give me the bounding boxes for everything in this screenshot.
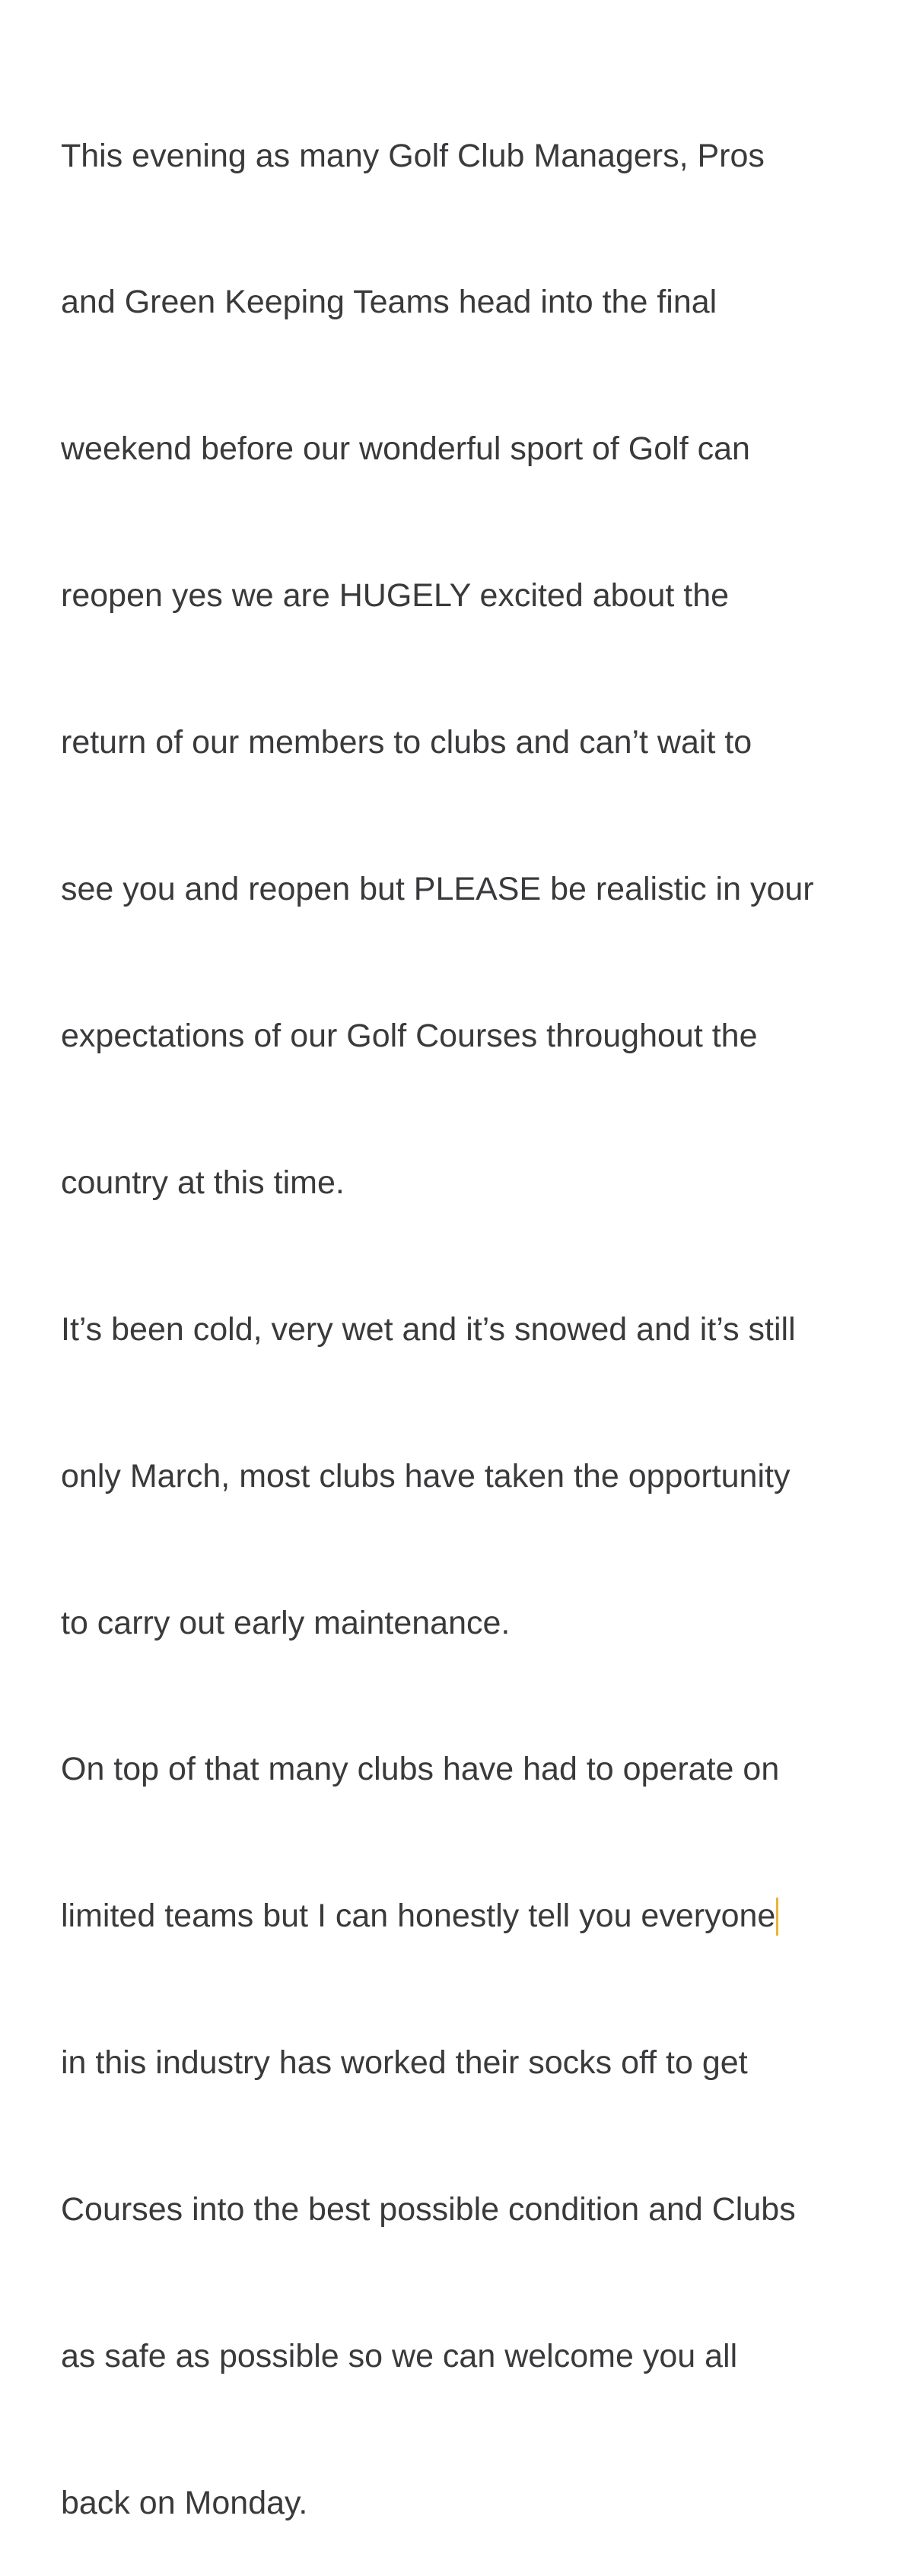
note-line: only March, most clubs have taken the opportunity xyxy=(61,1457,791,1494)
note-line: as safe as possible so we can welcome you all xyxy=(61,2337,738,2374)
note-line: to carry out early maintenance. xyxy=(61,1604,511,1641)
note-line: back on Monday. xyxy=(61,2484,308,2521)
note-line: Courses into the best possible condition and Clubs xyxy=(61,2191,796,2228)
note-line: expectations of our Golf Courses throughout the xyxy=(61,1017,758,1054)
note-text-editor[interactable] xyxy=(61,33,883,2576)
note-line: This evening as many Golf Club Managers, Pros xyxy=(61,137,765,174)
note-line: in this industry has worked their socks off to get xyxy=(61,2044,748,2082)
note-line: weekend before our wonderful sport of Golf can xyxy=(61,430,750,468)
text-cursor-caret xyxy=(776,1898,778,1936)
note-line: It’s been cold, very wet and it’s snowed and it’s still xyxy=(61,1310,796,1348)
note-line: country at this time. xyxy=(61,1164,345,1201)
note-line-text: limited teams but I can honestly tell you everyone xyxy=(61,1898,776,1935)
note-line: and Green Keeping Teams head into the final xyxy=(61,284,717,321)
note-line: On top of that many clubs have had to operate on xyxy=(61,1751,780,1788)
note-line-with-caret xyxy=(61,1892,883,1940)
note-line: return of our members to clubs and can’t wait to xyxy=(61,724,752,761)
note-line: see you and reopen but PLEASE be realistic in your xyxy=(61,871,814,908)
note-line: reopen yes we are HUGELY excited about the xyxy=(61,577,730,615)
